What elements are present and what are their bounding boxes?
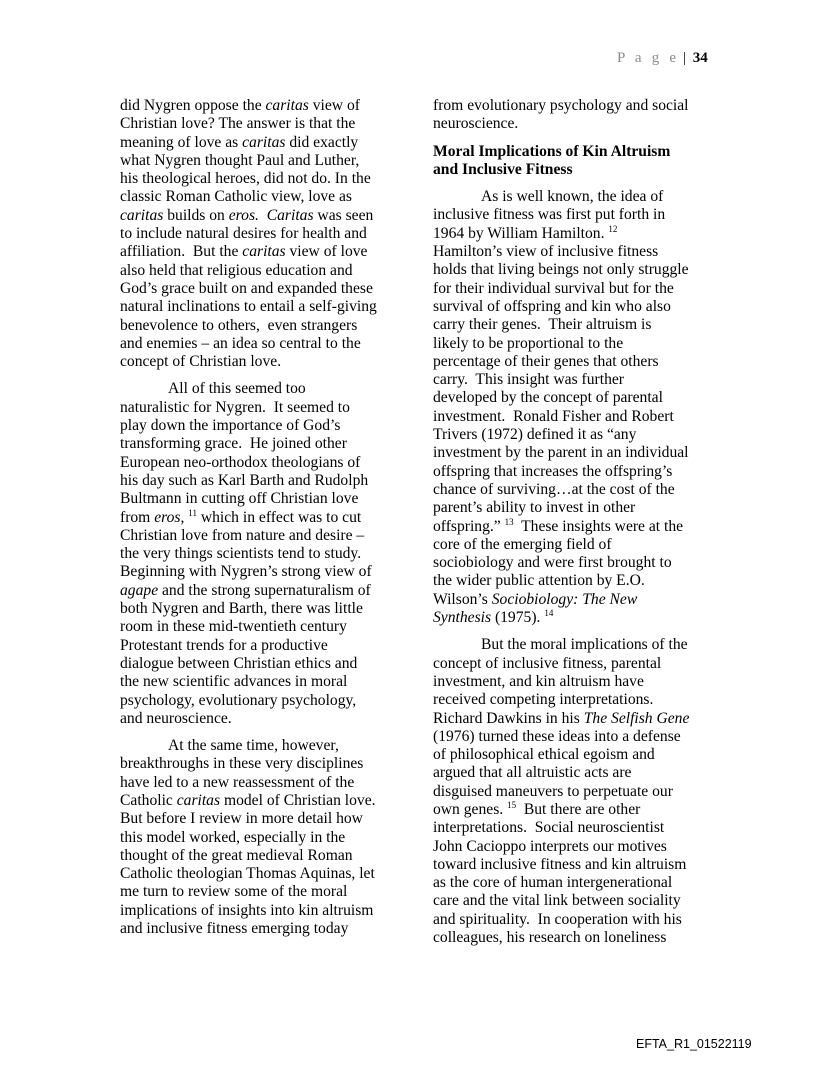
text-line: chance of surviving…at the cost of the [433, 480, 675, 498]
document-id: EFTA_R1_01522119 [636, 1037, 752, 1051]
text-line: toward inclusive fitness and kin altruism [433, 855, 687, 873]
text-line: affiliation. But the caritas view of love [120, 243, 368, 261]
text-line: his day such as Karl Barth and Rudolph [120, 471, 369, 489]
text-line: Beginning with Nygren’s strong view of [120, 563, 372, 581]
text-line: and spirituality. In cooperation with his [433, 910, 682, 928]
text-line: developed by the concept of parental [433, 389, 663, 407]
text-line: what Nygren thought Paul and Luther, [120, 151, 360, 169]
footnote-ref: 11 [188, 507, 197, 518]
text-line: offspring.” $^{13}$ These insights were at the [433, 516, 684, 535]
text-line: the wider public attention by E.O. [433, 572, 645, 590]
text-line: But before I review in more detail how [120, 810, 363, 828]
text-line: John Cacioppo interprets our motives [433, 837, 667, 855]
text-line: meaning of love as caritas did exactly [120, 133, 359, 151]
text-line: thought of the great medieval Roman [120, 846, 353, 864]
text-line: (1976) turned these ideas into a defense [433, 727, 681, 745]
text-line: Synthesis (1975). $^{14}$ [433, 607, 554, 627]
page-header [617, 50, 707, 67]
text-line: psychology, evolutionary psychology, [120, 691, 357, 709]
paragraph [120, 737, 388, 938]
footnote-ref: 14 [544, 607, 554, 618]
text-line: the new scientific advances in moral [120, 673, 348, 691]
text-line: classic Roman Catholic view, love as [120, 188, 352, 206]
paragraph [433, 188, 705, 627]
text-line: this model worked, especially in the [120, 828, 346, 846]
text-line: But the moral implications of the [481, 636, 688, 654]
text-line: and enemies – an idea so central to the [120, 334, 361, 352]
text-line: investment by the parent in an individual [433, 444, 689, 462]
text-line: benevolence to others, even strangers [120, 316, 358, 334]
text-line: for their individual survival but for the [433, 279, 674, 297]
text-line: concept of Christian love. [120, 353, 282, 371]
text-line: play down the importance of God’s [120, 417, 341, 435]
text-line: Trivers (1972) defined it as “any [433, 426, 637, 444]
text-line: carry. This insight was further [433, 371, 624, 389]
text-line: breakthroughs in these very disciplines [120, 755, 364, 773]
text-line: his theological heroes, did not do. In the [120, 170, 371, 188]
text-line: argued that all altruistic acts are [433, 764, 632, 782]
text-line: neuroscience. [433, 115, 519, 133]
text-line: Richard Dawkins in his The Selfish Gene [433, 709, 690, 727]
text-line: core of the emerging field of [433, 535, 612, 553]
heading-line: and Inclusive Fitness [433, 160, 573, 178]
footnote-ref: 13 [504, 516, 514, 527]
text-line: agape and the strong supernaturalism of [120, 581, 371, 599]
text-line: offspring that increases the offspring’s [433, 462, 673, 480]
text-line: investment, and kin altruism have [433, 672, 644, 690]
text-line: room in these mid-twentieth century [120, 618, 347, 636]
text-line: Christian love from nature and desire – [120, 526, 365, 544]
text-line: sociobiology and were first brought to [433, 554, 672, 572]
text-line: Bultmann in cutting off Christian love [120, 490, 359, 508]
text-line: Protestant trends for a productive [120, 636, 328, 654]
page-separator: | [683, 50, 687, 66]
text-line: All of this seemed too [168, 380, 306, 398]
text-line: as the core of human intergenerational [433, 874, 673, 892]
text-line: caritas builds on eros. Caritas was seen [120, 206, 374, 224]
page-label: P a g e [617, 50, 680, 66]
text-line: concept of inclusive fitness, parental [433, 654, 662, 672]
text-line: transforming grace. He joined other [120, 435, 347, 453]
text-line: inclusive fitness was first put forth in [433, 206, 666, 224]
text-line: carry their genes. Their altruism is [433, 316, 652, 334]
paragraph [120, 97, 388, 371]
paragraph [433, 97, 705, 134]
text-line: percentage of their genes that others [433, 352, 659, 370]
text-line: own genes. $^{15}$ But there are other [433, 799, 641, 818]
text-line: naturalistic for Nygren. It seemed to [120, 398, 350, 416]
text-line: Christian love? The answer is that the [120, 115, 356, 133]
text-line: from eros, $^{11}$ which in effect was to cut [120, 507, 362, 526]
text-line: survival of offspring and kin who also [433, 297, 671, 315]
heading-line: Moral Implications of Kin Altruism [433, 142, 671, 160]
text-line: disguised maneuvers to perpetuate our [433, 782, 673, 800]
text-line: did Nygren oppose the caritas view of [120, 97, 360, 114]
text-line: Wilson’s Sociobiology: The New [433, 590, 638, 608]
text-line: As is well known, the idea of [481, 188, 664, 206]
text-line: to include natural desires for health and [120, 225, 367, 243]
text-line: of philosophical ethical egoism and [433, 746, 655, 764]
footnote-ref: 12 [608, 223, 618, 234]
left-column [120, 97, 388, 938]
text-line: and neuroscience. [120, 709, 232, 727]
paragraph [433, 636, 705, 947]
text-line: God’s grace built on and expanded these [120, 279, 373, 297]
text-line: natural inclinations to entail a self-giving [120, 298, 377, 316]
text-line: Hamilton’s view of inclusive fitness [433, 243, 659, 261]
text-line: interpretations. Social neuroscientist [433, 819, 665, 837]
text-line: both Nygren and Barth, there was little [120, 600, 363, 618]
page-number: 34 [692, 50, 708, 66]
text-line: At the same time, however, [168, 737, 339, 755]
text-line: colleagues, his research on loneliness [433, 929, 667, 947]
section-heading [433, 143, 705, 180]
text-line: received competing interpretations. [433, 691, 654, 709]
text-line: care and the vital link between sociality [433, 892, 681, 910]
text-line: me turn to review some of the moral [120, 883, 348, 901]
text-line: also held that religious education and [120, 261, 353, 279]
text-line: parent’s ability to invest in other [433, 499, 636, 517]
text-line: likely to be proportional to the [433, 334, 624, 352]
text-line: dialogue between Christian ethics and [120, 654, 358, 672]
text-line: Catholic caritas model of Christian love. [120, 791, 376, 809]
paragraph [120, 380, 388, 728]
text-line: investment. Ronald Fisher and Robert [433, 407, 674, 425]
text-line: Catholic theologian Thomas Aquinas, let [120, 865, 375, 883]
footnote-ref: 15 [507, 799, 517, 810]
text-line: 1964 by William Hamilton. $^{12}$ [433, 223, 618, 242]
right-column [433, 97, 705, 947]
text-line: from evolutionary psychology and social [433, 97, 689, 114]
text-line: and inclusive fitness emerging today [120, 920, 349, 938]
text-line: the very things scientists tend to study. [120, 545, 362, 563]
text-line: implications of insights into kin altruism [120, 901, 374, 919]
text-line: holds that living beings not only struggle [433, 261, 689, 279]
text-line: European neo-orthodox theologians of [120, 453, 361, 471]
text-line: have led to a new reassessment of the [120, 773, 355, 791]
